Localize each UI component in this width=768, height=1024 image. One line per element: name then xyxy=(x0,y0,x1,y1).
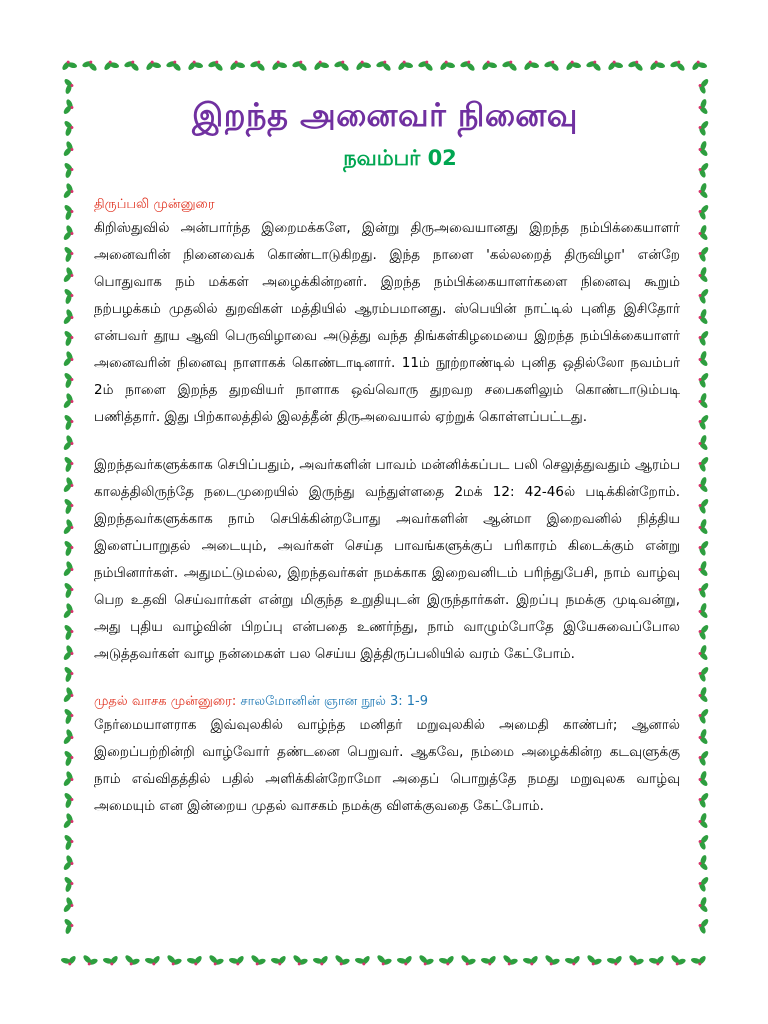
first-reading-heading: முதல் வாசக முன்னுரை: xyxy=(94,694,237,709)
mass-intro-heading: திருப்பலி முன்னுரை xyxy=(94,197,215,212)
mass-intro-paragraph: கிறிஸ்துவில் அன்பார்ந்த இறைமக்களே, இன்று திருஅவையானது இறந்த நம்பிக்கையாளர் அனைவரின் நினைவைக் கொண்டாடுகிறது. இந்த நாளை 'கல்லறைத் திருவிழா' என்றே பொதுவாக நம் மக்கள் அழைக்கின்றனர். இறந்த நம்பிக்கையாளர்களை நினைவு கூறும் நற்பழக்கம் முதலில் துறவிகள் மத்தியில் ஆரம்பமானது. ஸ்பெயின் நாட்டில் புனித இசிதோர் என்பவர் தூய ஆவி பெருவிழாவை அடுத்து வந்த திங்கள்கிழமையை இறந்த நம்பிக்கையாளர் அனைவரின் நினைவு நாளாகக் கொண்டாடினார். 11ம் நூற்றாண்டில் புனித ஒதில்லோ நவம்பர் 2ம் நாளை இறந்த துறவியர் நாளாக ஒவ்வொரு துறவற சபைகளிலும் கொண்டாடும்படி பணித்தார். இது பிற்காலத்தில் இலத்தீன் திருஅவையால் ஏற்றுக் கொள்ளப்பட்டது. xyxy=(94,220,680,425)
document-body xyxy=(90,92,680,820)
page-date: நவம்பர் 02 xyxy=(343,146,457,170)
first-reading-reference: சாலமோனின் ஞான நூல் 3: 1-9 xyxy=(240,694,429,709)
first-reading-paragraph: நேர்மையாளராக இவ்வுலகில் வாழ்ந்த மனிதர் மறுவுலகில் அமைதி காண்பர்; ஆனால் இறைப்பற்றின்றி வாழ்வோர் தண்டனை பெறுவர். ஆகவே, நம்மை அழைக்கின்ற கடவுளுக்கு நாம் எவ்விதத்தில் பதில் அளிக்கின்றோமோ அதைப் பொறுத்தே நமது மறுவுலக வாழ்வு அமையும் என இன்றைய முதல் வாசகம் நமக்கு விளக்குவதை கேட்போம். xyxy=(94,717,680,814)
page-title: இறந்த அனைவர் நினைவு xyxy=(192,96,578,134)
section-heading-mass-intro xyxy=(90,194,680,215)
second-paragraph: இறந்தவர்களுக்காக செபிப்பதும், அவர்களின் பாவம் மன்னிக்கப்பட பலி செலுத்துவதும் ஆரம்ப காலத்திலிருந்தே நடைமுறையில் இருந்து வந்துள்ளதை 2மக் 12: 42-46ல் படிக்கின்றோம். இறந்தவர்களுக்காக நாம் செபிக்கின்றபோது அவர்களின் ஆன்மா இறைவனில் நித்திய இளைப்பாறுதல் அடையும், அவர்கள் செய்த பாவங்களுக்குப் பரிகாரம் கிடைக்கும் என்று நம்பினார்கள். அதுமட்டுமல்ல, இறந்தவர்கள் நமக்காக இறைவனிடம் பரிந்துபேசி, நாம் வாழ்வு பெற உதவி செய்வார்கள் என்று மிகுந்த உறுதியுடன் இருந்தார்கள். இறப்பு நமக்கு முடிவன்று, அது புதிய வாழ்வின் பிறப்பு என்பதை உணர்ந்து, நாம் வாழும்போதே இயேசுவைப்போல அடுத்தவர்கள் வாழ நன்மைகள் பல செய்ய இத்திருப்பலியில் வரம் கேட்போம். xyxy=(94,457,680,662)
section-heading-first-reading xyxy=(90,691,680,712)
